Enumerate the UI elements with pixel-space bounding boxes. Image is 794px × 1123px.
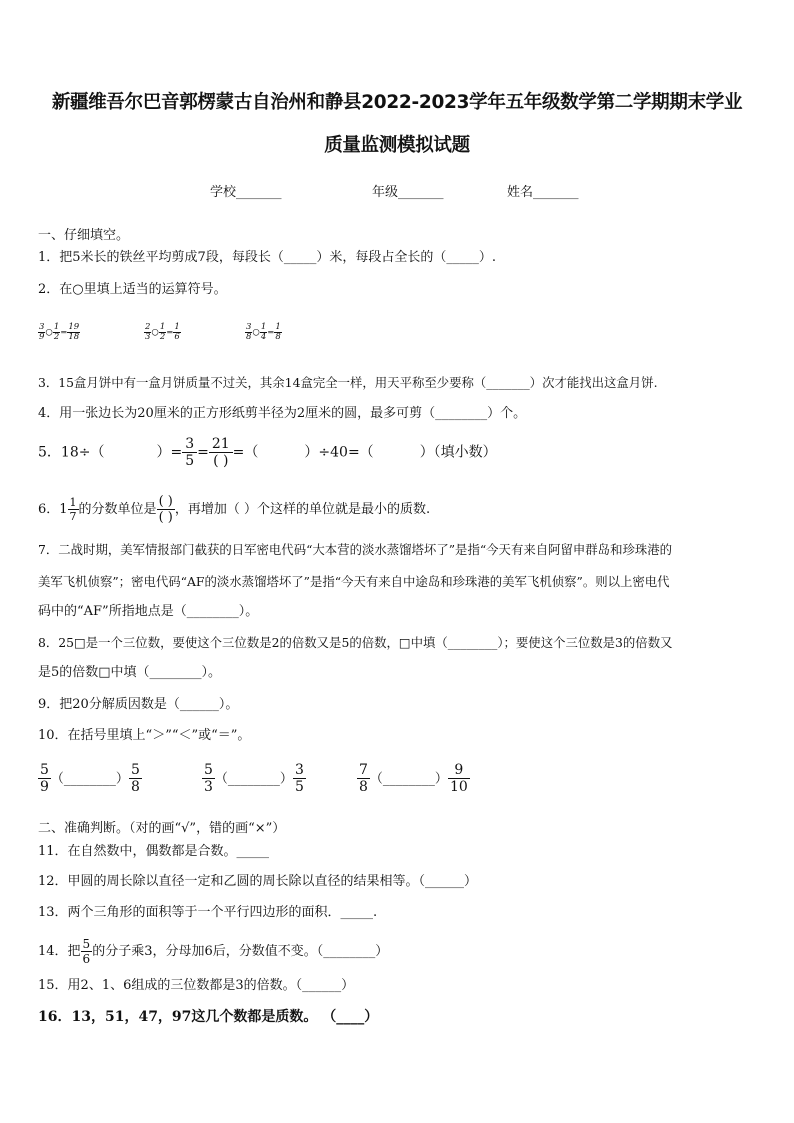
fraction: $\frac{3}{5}$ [294,762,304,795]
question-1: 1．把5米长的铁丝平均剪成7段，每段长（_____）米，每段占全长的（_____）. [38,250,496,265]
fraction: $\frac{5}{3}$ [204,762,213,795]
question-14: 14．把 $\frac{5}{6}$ 的分子乘3，分母加6后，分数值不变。（________） [38,937,389,966]
fraction: $\frac{1}{2}$ [159,322,166,342]
fraction: $\frac{19}{18}$ [68,322,80,342]
question-2-expression-2: $\frac{2}{3}$ ○ $\frac{1}{2}$ = $\frac{1}{6}$ [145,322,180,342]
question-4: 4．用一张边长为20厘米的正方形纸剪半径为2厘米的圆，最多可剪（________）个。 [38,406,527,421]
question-10-comparison-3: $\frac{7}{8}$ （________） $\frac{9}{10}$ [359,762,468,795]
fraction-unit-blank: $\frac{( )}{( )}$ [158,494,173,525]
question-8-line-2: 是5的倍数□中填（________）。 [38,665,222,680]
question-10-comparison-1: $\frac{5}{9}$ （________） $\frac{5}{8}$ [40,762,140,795]
question-13: 13．两个三角形的面积等于一个平行四边形的面积．_____. [38,905,378,920]
fraction: $\frac{1}{8}$ [275,322,281,342]
section-heading-fill-in: 一、仔细填空。 [38,228,130,243]
school-field: 学校_______ [210,185,282,200]
fraction: $\frac{1}{4}$ [260,322,267,342]
question-2-expression-3: $\frac{3}{8}$ ○ $\frac{1}{4}$ = $\frac{1}{8}$ [246,322,281,342]
fraction: $\frac{3}{8}$ [246,322,252,342]
question-2-expression-1: $\frac{3}{9}$ ○ $\frac{1}{2}$ = $\frac{19}{18}$ [39,322,80,342]
question-2: 2．在○里填上适当的运算符号。 [38,282,227,297]
question-6: 6．1 $\frac{1}{7}$ 的分数单位是 $\frac{( )}{( )}$ ，再增加（ ）个这样的单位就是最小的质数. [38,494,431,525]
fraction: $\frac{7}{8}$ [359,762,368,795]
fraction-5-6: $\frac{5}{6}$ [82,937,91,966]
fraction-1-7: $\frac{1}{7}$ [69,496,77,523]
question-9: 9．把20分解质因数是（______）。 [38,697,239,712]
fraction-3-5: $\frac{3}{5}$ [182,437,197,468]
question-5: 5．18÷（ ）= $\frac{3}{5}$ = $\frac{21}{( )}$ =（ ）÷40=（ ）（填小数） [38,436,497,469]
question-8-line-1: 8．25□是一个三位数，要使这个三位数是2的倍数又是5的倍数，□中填（________）；要使这个三位数是3的倍数又 [38,635,673,650]
question-11: 11．在自然数中，偶数都是合数。_____ [38,844,270,859]
question-15: 15．用2、1、6组成的三位数都是3的倍数。（______） [38,978,355,993]
grade-field: 年级_______ [372,185,444,200]
fraction: $\frac{5}{9}$ [40,762,49,795]
operator-circle: ○ [151,327,159,338]
exam-title-line2: 质量监测模拟试题 [324,135,470,156]
question-10-comparison-2: $\frac{5}{3}$ （________） $\frac{3}{5}$ [204,762,304,795]
question-7-line-2: 美军飞机侦察”；密电代码“AF的淡水蒸馏塔坏了”是指“今天有来自中途岛和珍珠港的美军飞机侦察”。则以上密电代 [38,574,670,589]
fraction: $\frac{9}{10}$ [449,762,468,795]
operator-circle: ○ [252,327,260,338]
fraction: $\frac{1}{2}$ [53,322,60,342]
question-3: 3．15盒月饼中有一盒月饼质量不过关，其余14盒完全一样，用天平称至少要称（_______）次才能找出这盒月饼. [38,375,658,390]
question-10: 10．在括号里填上“＞”“＜”或“＝”。 [38,728,251,743]
name-field: 姓名_______ [507,185,579,200]
fraction-21-blank: $\frac{21}{( )}$ [209,437,233,468]
question-16: 16．13，51，47，97这几个数都是质数。 （____） [38,1009,379,1025]
question-12: 12．甲圆的周长除以直径一定和乙圆的周长除以直径的结果相等。（______） [38,874,478,889]
question-7-line-1: 7．二战时期，美军情报部门截获的日军密电代码“大本营的淡水蒸馏塔坏了”是指“今天有来自阿留申群岛和珍珠港的 [38,542,673,557]
operator-circle: ○ [45,327,53,338]
exam-title-line1: 新疆维吾尔巴音郭楞蒙古自治州和静县2022-2023学年五年级数学第二学期期末学业 [51,92,743,113]
section-heading-judgement: 二、准确判断。（对的画“√”，错的画“×”） [38,821,286,836]
fraction: $\frac{5}{8}$ [130,762,140,795]
fraction: $\frac{2}{3}$ [145,322,151,342]
fraction: $\frac{1}{6}$ [174,322,180,342]
fraction: $\frac{3}{9}$ [39,322,45,342]
question-7-line-3: 码中的“AF”所指地点是（________）。 [38,604,259,619]
